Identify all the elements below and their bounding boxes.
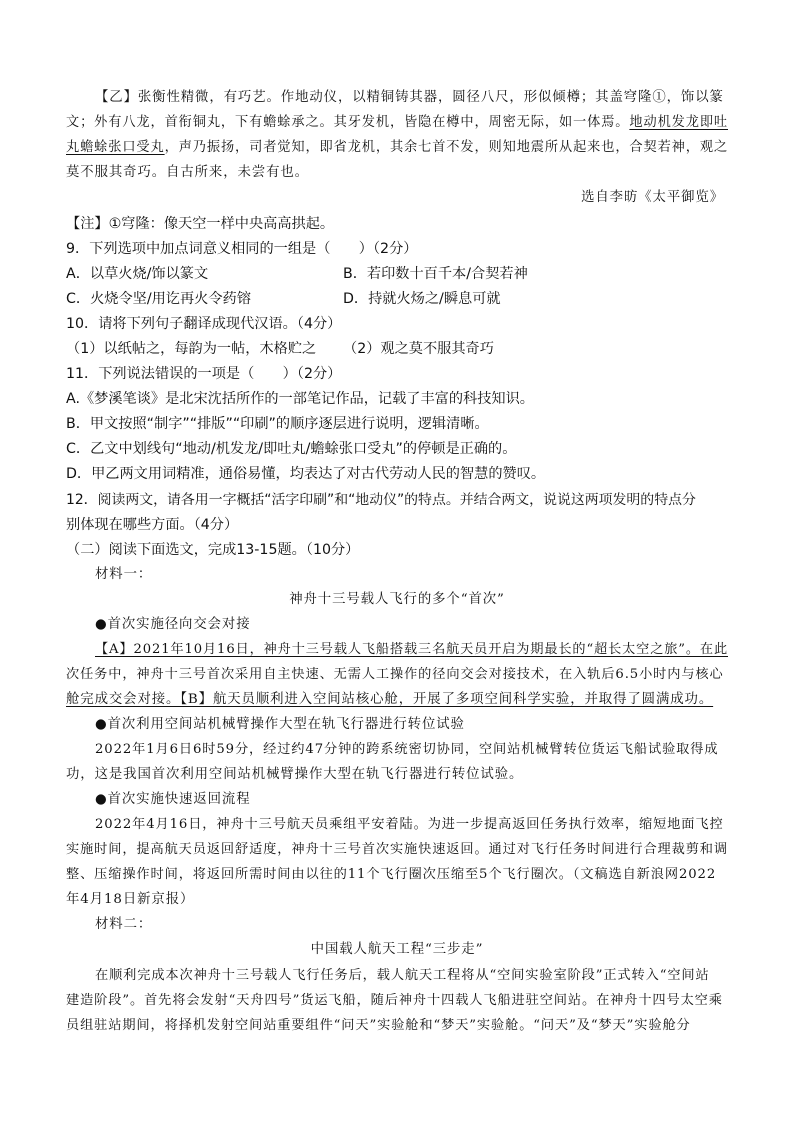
question-12-line-1: 12．阅读两文，请各用一字概括“活字印刷”和“地动仪”的特点。并结合两文，说说这两项发明的特点分 [66, 492, 696, 508]
section-2-heading: （二）阅读下面选文，完成13-15题。（10分） [66, 542, 360, 558]
material-1-para-3-line-4: 年4月18日新京报） [66, 892, 195, 907]
question-9-option-d: D．持就火炀之/瞬息可就 [343, 291, 501, 307]
passage-yi-source: 选自李昉《太平御览》 [581, 190, 724, 205]
passage-yi-line-3 [66, 138, 728, 158]
question-9-option-b: B．若印数十百千本/合契若神 [343, 266, 528, 282]
question-9-stem: 9．下列选项中加点词意义相同的一组是（ ）（2分） [66, 241, 418, 257]
material-2-para-line-1: 在顺利完成本次神舟十三号载人飞行任务后，载人航天工程将从“空间实验室阶段”正式转入“空间站 [95, 968, 710, 983]
material-1-para-2-line-1: 2022年1月6日6时59分，经过约47分钟的跨系统密切协同，空间站机械臂转位货运飞船试验取得成 [95, 742, 719, 757]
question-11-option-d: D．甲乙两文用词精准，通俗易懂，均表达了对古代劳动人民的智慧的赞叹。 [66, 466, 546, 482]
passage-yi-line-2 [66, 113, 728, 133]
material-1-para-1-line-3: 舱完成交会对接。【B】航天员顺利进入空间站核心舱，开展了多项空间科学实验，并取得了圆满成功。 [66, 692, 714, 707]
material-2-para-line-2: 建造阶段”。首先将会发射“天舟四号”货运飞船，随后神舟十四载人飞船进驻空间站。在神舟十四号太空乘 [66, 993, 723, 1008]
material-1-para-2-line-2: 功，这是我国首次利用空间站机械臂操作大型在轨飞行器进行转位试验。 [66, 767, 524, 782]
material-1-para-1-line-1: 【A】2021年10月16日，神舟十三号载人飞船搭载三名航天员开启为期最长的“超长太空之旅”。在此 [95, 642, 729, 657]
material-2-para-line-3: 员组驻站期间，将择机发射空间站重要组件“问天”实验舱和“梦天”实验舱。“问天”及“梦天”实验舱分 [66, 1018, 691, 1033]
question-12-line-2: 别体现在哪些方面。（4分） [66, 517, 239, 533]
material-1-heading-3: ●首次实施快速返回流程 [95, 792, 251, 807]
material-1-para-3-line-3: 整、压缩操作时间，将返回所需时间由以往的11个飞行圈次压缩至5个飞行圈次。（文稿选自新浪网2022 [66, 867, 717, 882]
question-10-sentence-1: （1）以纸帖之，每韵为一帖，木格贮之 [66, 341, 317, 357]
material-1-para-3-line-2: 实施时间，提高航天员返回舒适度，神舟十三号首次实施快速返回。通过对飞行任务时间进行合理裁剪和调 [66, 842, 728, 857]
question-11-option-a: A.《梦溪笔谈》是北宋沈括所作的一部笔记作品，记载了丰富的科技知识。 [66, 391, 534, 407]
passage-yi-line-4: 莫不服其奇巧。自古所来，未尝有也。 [66, 165, 309, 180]
material-2-title: 中国载人航天工程“三步走” [310, 942, 484, 957]
question-11-option-c: C．乙文中划线句“地动/机发龙/即吐丸/蟾蜍张口受丸”的停顿是正确的。 [66, 441, 517, 457]
question-9-option-c: C．火烧令坚/用讫再火令药镕 [66, 291, 251, 307]
material-1-para-3-line-1: 2022年4月16日，神舟十三号航天员乘组平安着陆。为进一步提高返回任务执行效率，缩短地面飞控 [95, 817, 724, 832]
question-10-stem: 10．请将下列句子翻译成现代汉语。（4分） [66, 316, 342, 332]
material-1-para-1-line-2: 次任务中，神舟十三号首次采用自主快速、无需人工操作的径向交会对接技术，在入轨后6.5小时内与核心 [66, 667, 724, 682]
material-2-label: 材料二： [95, 917, 153, 932]
underlined-sentence-part-2: 丸蟾蜍张口受丸 [66, 140, 165, 155]
question-11-stem: 11．下列说法错误的一项是（ ）（2分） [66, 366, 342, 382]
question-10-sentence-2: （2）观之莫不服其奇巧 [343, 341, 494, 357]
material-1-title: 神舟十三号载人飞行的多个“首次” [289, 592, 505, 607]
material-1-heading-2: ●首次利用空间站机械臂操作大型在轨飞行器进行转位试验 [95, 717, 465, 732]
underlined-sentence-part-1: 地动机发龙即吐 [629, 115, 728, 130]
passage-yi-line-1: 【乙】张衡性精微，有巧艺。作地动仪，以精铜铸其器，圆径八尺，形似倾樽；其盖穹隆①，饰以篆 [95, 90, 724, 105]
material-1-heading-1: ●首次实施径向交会对接 [95, 617, 251, 632]
annotation-note: 【注】①穹隆：像天空一样中央高高拱起。 [66, 216, 335, 232]
question-11-option-b: B．甲文按照“制字”“排版”“印刷”的顺序逐层进行说明，逻辑清晰。 [66, 416, 489, 432]
passage-yi-line-3-text: ，声乃振扬，司者觉知，即省龙机，其余七首不发，则知地震所从起来也，合契若神，观之 [164, 140, 728, 155]
material-1-label: 材料一： [95, 567, 153, 582]
passage-yi-line-2-text: 文；外有八龙，首衔铜丸，下有蟾蜍承之。其牙发机，皆隐在樽中，周密无际，如一体焉。 [66, 115, 630, 130]
question-9-option-a: A．以草火烧/饰以篆文 [66, 266, 209, 282]
